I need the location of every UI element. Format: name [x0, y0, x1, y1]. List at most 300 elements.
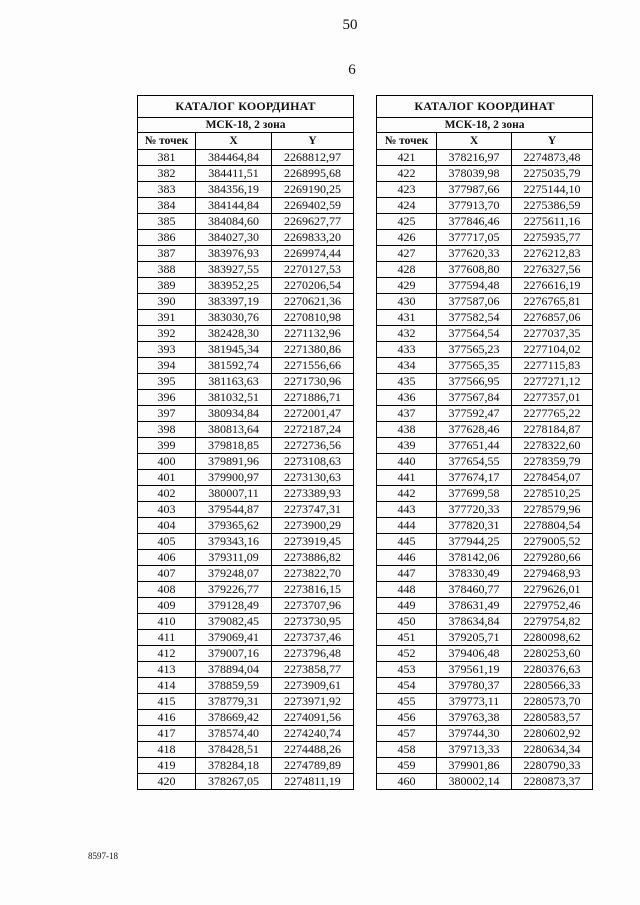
table-row — [138, 406, 354, 422]
point-number-cell: 434 — [377, 358, 437, 374]
table-row — [138, 710, 354, 726]
y-coordinate-cell: 2272736,56 — [272, 438, 354, 454]
table-row — [377, 758, 593, 774]
x-coordinate-cell: 377594,48 — [437, 278, 512, 294]
y-coordinate-cell: 2280583,57 — [512, 710, 593, 726]
x-coordinate-cell: 377987,66 — [437, 182, 512, 198]
point-number-cell: 387 — [138, 246, 196, 262]
table-row — [377, 598, 593, 614]
point-number-cell: 426 — [377, 230, 437, 246]
table-row — [377, 310, 593, 326]
point-number-cell: 410 — [138, 614, 196, 630]
y-coordinate-cell: 2273909,61 — [272, 678, 354, 694]
x-coordinate-cell: 378859,59 — [196, 678, 272, 694]
y-coordinate-cell: 2273389,93 — [272, 486, 354, 502]
section-number: 6 — [348, 62, 356, 78]
y-coordinate-cell: 2269833,20 — [272, 230, 354, 246]
y-coordinate-cell: 2278359,79 — [512, 454, 593, 470]
point-number-cell: 435 — [377, 374, 437, 390]
y-coordinate-cell: 2272001,47 — [272, 406, 354, 422]
point-number-cell: 411 — [138, 630, 196, 646]
x-coordinate-cell: 379713,33 — [437, 742, 512, 758]
x-coordinate-cell: 377582,54 — [437, 310, 512, 326]
x-coordinate-cell: 384084,60 — [196, 214, 272, 230]
table-row — [138, 342, 354, 358]
x-coordinate-cell: 378330,49 — [437, 566, 512, 582]
y-coordinate-cell: 2273822,70 — [272, 566, 354, 582]
y-coordinate-cell: 2271730,96 — [272, 374, 354, 390]
x-coordinate-cell: 378216,97 — [437, 150, 512, 166]
point-number-cell: 460 — [377, 774, 437, 790]
table-row — [377, 470, 593, 486]
x-coordinate-cell: 378631,49 — [437, 598, 512, 614]
y-coordinate-cell: 2273796,48 — [272, 646, 354, 662]
x-coordinate-cell: 379900,97 — [196, 470, 272, 486]
y-coordinate-cell: 2275144,10 — [512, 182, 593, 198]
y-coordinate-cell: 2280253,60 — [512, 646, 593, 662]
y-coordinate-cell: 2273707,96 — [272, 598, 354, 614]
y-coordinate-cell: 2273886,82 — [272, 550, 354, 566]
y-coordinate-cell: 2274873,48 — [512, 150, 593, 166]
x-coordinate-cell: 379561,19 — [437, 662, 512, 678]
point-number-cell: 388 — [138, 262, 196, 278]
point-number-cell: 446 — [377, 550, 437, 566]
x-coordinate-cell: 381032,51 — [196, 390, 272, 406]
table-row — [138, 374, 354, 390]
table-row — [377, 630, 593, 646]
table-row — [377, 262, 593, 278]
x-coordinate-cell: 377628,46 — [437, 422, 512, 438]
table-row — [377, 342, 593, 358]
x-coordinate-cell: 378039,98 — [437, 166, 512, 182]
point-number-cell: 396 — [138, 390, 196, 406]
y-coordinate-cell: 2280573,70 — [512, 694, 593, 710]
point-number-cell: 455 — [377, 694, 437, 710]
point-number-cell: 453 — [377, 662, 437, 678]
table-row — [138, 470, 354, 486]
x-coordinate-cell: 378460,77 — [437, 582, 512, 598]
x-coordinate-cell: 378574,40 — [196, 726, 272, 742]
y-coordinate-cell: 2273737,46 — [272, 630, 354, 646]
y-coordinate-cell: 2275035,79 — [512, 166, 593, 182]
point-number-cell: 394 — [138, 358, 196, 374]
point-number-cell: 407 — [138, 566, 196, 582]
point-number-cell: 415 — [138, 694, 196, 710]
x-coordinate-cell: 377820,31 — [437, 518, 512, 534]
column-header-point-number: № точек — [377, 133, 437, 150]
x-coordinate-cell: 379128,49 — [196, 598, 272, 614]
x-coordinate-cell: 381163,63 — [196, 374, 272, 390]
table-subtitle: МСК-18, 2 зона — [138, 118, 354, 133]
point-number-cell: 416 — [138, 710, 196, 726]
table-row — [377, 774, 593, 790]
table-row — [138, 550, 354, 566]
y-coordinate-cell: 2278454,07 — [512, 470, 593, 486]
y-coordinate-cell: 2279005,52 — [512, 534, 593, 550]
x-coordinate-cell: 377674,17 — [437, 470, 512, 486]
point-number-cell: 395 — [138, 374, 196, 390]
y-coordinate-cell: 2273747,31 — [272, 502, 354, 518]
point-number-cell: 383 — [138, 182, 196, 198]
table-row — [377, 294, 593, 310]
y-coordinate-cell: 2268995,68 — [272, 166, 354, 182]
point-number-cell: 400 — [138, 454, 196, 470]
point-number-cell: 408 — [138, 582, 196, 598]
y-coordinate-cell: 2270206,54 — [272, 278, 354, 294]
table-row — [138, 310, 354, 326]
table-row — [138, 630, 354, 646]
y-coordinate-cell: 2280790,33 — [512, 758, 593, 774]
table-row — [377, 166, 593, 182]
y-coordinate-cell: 2273108,63 — [272, 454, 354, 470]
column-header-y: Y — [272, 133, 354, 150]
table-row — [138, 358, 354, 374]
y-coordinate-cell: 2278322,60 — [512, 438, 593, 454]
x-coordinate-cell: 379365,62 — [196, 518, 272, 534]
x-coordinate-cell: 378428,51 — [196, 742, 272, 758]
table-row — [377, 566, 593, 582]
point-number-cell: 429 — [377, 278, 437, 294]
point-number-cell: 391 — [138, 310, 196, 326]
x-coordinate-cell: 379763,38 — [437, 710, 512, 726]
x-coordinate-cell: 378142,06 — [437, 550, 512, 566]
y-coordinate-cell: 2278804,54 — [512, 518, 593, 534]
document-code: 8597-18 — [88, 851, 118, 861]
y-coordinate-cell: 2273130,63 — [272, 470, 354, 486]
y-coordinate-cell: 2275386,59 — [512, 198, 593, 214]
point-number-cell: 420 — [138, 774, 196, 790]
table-row — [138, 774, 354, 790]
table-row — [138, 198, 354, 214]
table-row — [138, 582, 354, 598]
y-coordinate-cell: 2276616,19 — [512, 278, 593, 294]
point-number-cell: 419 — [138, 758, 196, 774]
point-number-cell: 445 — [377, 534, 437, 550]
table-row — [138, 150, 354, 166]
y-coordinate-cell: 2277115,83 — [512, 358, 593, 374]
table-row — [138, 518, 354, 534]
point-number-cell: 456 — [377, 710, 437, 726]
y-coordinate-cell: 2271886,71 — [272, 390, 354, 406]
column-header-x: X — [196, 133, 272, 150]
table-row — [377, 406, 593, 422]
table-row — [138, 726, 354, 742]
x-coordinate-cell: 377651,44 — [437, 438, 512, 454]
point-number-cell: 451 — [377, 630, 437, 646]
table-row — [138, 534, 354, 550]
point-number-cell: 450 — [377, 614, 437, 630]
table-row — [377, 374, 593, 390]
y-coordinate-cell: 2273730,95 — [272, 614, 354, 630]
point-number-cell: 412 — [138, 646, 196, 662]
point-number-cell: 409 — [138, 598, 196, 614]
table-row — [377, 422, 593, 438]
x-coordinate-cell: 379744,30 — [437, 726, 512, 742]
table-row — [377, 710, 593, 726]
y-coordinate-cell: 2280602,92 — [512, 726, 593, 742]
point-number-cell: 414 — [138, 678, 196, 694]
point-number-cell: 401 — [138, 470, 196, 486]
point-number-cell: 427 — [377, 246, 437, 262]
x-coordinate-cell: 379007,16 — [196, 646, 272, 662]
y-coordinate-cell: 2276857,06 — [512, 310, 593, 326]
point-number-cell: 459 — [377, 758, 437, 774]
y-coordinate-cell: 2276765,81 — [512, 294, 593, 310]
y-coordinate-cell: 2277357,01 — [512, 390, 593, 406]
y-coordinate-cell: 2280873,37 — [512, 774, 593, 790]
y-coordinate-cell: 2271556,66 — [272, 358, 354, 374]
point-number-cell: 436 — [377, 390, 437, 406]
y-coordinate-cell: 2277271,12 — [512, 374, 593, 390]
x-coordinate-cell: 378894,04 — [196, 662, 272, 678]
x-coordinate-cell: 379205,71 — [437, 630, 512, 646]
x-coordinate-cell: 384464,84 — [196, 150, 272, 166]
table-row — [377, 678, 593, 694]
x-coordinate-cell: 383397,19 — [196, 294, 272, 310]
table-row — [377, 534, 593, 550]
y-coordinate-cell: 2280376,63 — [512, 662, 593, 678]
x-coordinate-cell: 377846,46 — [437, 214, 512, 230]
y-coordinate-cell: 2274789,89 — [272, 758, 354, 774]
y-coordinate-cell: 2269974,44 — [272, 246, 354, 262]
table-row — [138, 246, 354, 262]
x-coordinate-cell: 378284,18 — [196, 758, 272, 774]
coordinate-catalog-table-right — [376, 95, 593, 790]
y-coordinate-cell: 2280098,62 — [512, 630, 593, 646]
y-coordinate-cell: 2269190,25 — [272, 182, 354, 198]
x-coordinate-cell: 379343,16 — [196, 534, 272, 550]
y-coordinate-cell: 2279626,01 — [512, 582, 593, 598]
point-number-cell: 448 — [377, 582, 437, 598]
x-coordinate-cell: 377592,47 — [437, 406, 512, 422]
table-row — [138, 646, 354, 662]
y-coordinate-cell: 2280634,34 — [512, 742, 593, 758]
table-row — [377, 278, 593, 294]
point-number-cell: 422 — [377, 166, 437, 182]
y-coordinate-cell: 2273900,29 — [272, 518, 354, 534]
y-coordinate-cell: 2270127,53 — [272, 262, 354, 278]
y-coordinate-cell: 2268812,97 — [272, 150, 354, 166]
point-number-cell: 404 — [138, 518, 196, 534]
x-coordinate-cell: 377566,95 — [437, 374, 512, 390]
y-coordinate-cell: 2279752,46 — [512, 598, 593, 614]
table-row — [138, 662, 354, 678]
point-number-cell: 428 — [377, 262, 437, 278]
x-coordinate-cell: 377567,84 — [437, 390, 512, 406]
table-row — [377, 518, 593, 534]
y-coordinate-cell: 2276327,56 — [512, 262, 593, 278]
point-number-cell: 431 — [377, 310, 437, 326]
y-coordinate-cell: 2278510,25 — [512, 486, 593, 502]
point-number-cell: 382 — [138, 166, 196, 182]
point-number-cell: 390 — [138, 294, 196, 310]
table-row — [138, 598, 354, 614]
x-coordinate-cell: 383976,93 — [196, 246, 272, 262]
x-coordinate-cell: 377944,25 — [437, 534, 512, 550]
point-number-cell: 438 — [377, 422, 437, 438]
x-coordinate-cell: 381945,34 — [196, 342, 272, 358]
x-coordinate-cell: 377717,05 — [437, 230, 512, 246]
x-coordinate-cell: 377564,54 — [437, 326, 512, 342]
point-number-cell: 403 — [138, 502, 196, 518]
x-coordinate-cell: 379773,11 — [437, 694, 512, 710]
table-row — [377, 726, 593, 742]
table-row — [138, 742, 354, 758]
x-coordinate-cell: 383030,76 — [196, 310, 272, 326]
table-row — [138, 278, 354, 294]
point-number-cell: 417 — [138, 726, 196, 742]
table-row — [377, 486, 593, 502]
table-row — [138, 454, 354, 470]
table-row — [377, 198, 593, 214]
point-number-cell: 437 — [377, 406, 437, 422]
point-number-cell: 441 — [377, 470, 437, 486]
table-row — [138, 262, 354, 278]
y-coordinate-cell: 2273816,15 — [272, 582, 354, 598]
table-row — [138, 486, 354, 502]
point-number-cell: 381 — [138, 150, 196, 166]
table-row — [138, 694, 354, 710]
x-coordinate-cell: 379311,09 — [196, 550, 272, 566]
table-row — [138, 182, 354, 198]
point-number-cell: 424 — [377, 198, 437, 214]
table-row — [377, 230, 593, 246]
y-coordinate-cell: 2269627,77 — [272, 214, 354, 230]
point-number-cell: 393 — [138, 342, 196, 358]
table-row — [377, 502, 593, 518]
y-coordinate-cell: 2279754,82 — [512, 614, 593, 630]
point-number-cell: 405 — [138, 534, 196, 550]
y-coordinate-cell: 2279468,93 — [512, 566, 593, 582]
point-number-cell: 418 — [138, 742, 196, 758]
x-coordinate-cell: 377608,80 — [437, 262, 512, 278]
point-number-cell: 389 — [138, 278, 196, 294]
table-row — [377, 326, 593, 342]
x-coordinate-cell: 377565,35 — [437, 358, 512, 374]
x-coordinate-cell: 379406,48 — [437, 646, 512, 662]
table-row — [377, 438, 593, 454]
y-coordinate-cell: 2276212,83 — [512, 246, 593, 262]
x-coordinate-cell: 377654,55 — [437, 454, 512, 470]
y-coordinate-cell: 2273919,45 — [272, 534, 354, 550]
table-row — [377, 582, 593, 598]
table-row — [138, 214, 354, 230]
x-coordinate-cell: 379818,85 — [196, 438, 272, 454]
y-coordinate-cell: 2277104,02 — [512, 342, 593, 358]
column-header-x: X — [437, 133, 512, 150]
x-coordinate-cell: 377720,33 — [437, 502, 512, 518]
y-coordinate-cell: 2272187,24 — [272, 422, 354, 438]
y-coordinate-cell: 2278184,87 — [512, 422, 593, 438]
x-coordinate-cell: 379544,87 — [196, 502, 272, 518]
page-number: 50 — [342, 17, 358, 33]
x-coordinate-cell: 379780,37 — [437, 678, 512, 694]
x-coordinate-cell: 380002,14 — [437, 774, 512, 790]
point-number-cell: 399 — [138, 438, 196, 454]
point-number-cell: 449 — [377, 598, 437, 614]
x-coordinate-cell: 380813,64 — [196, 422, 272, 438]
table-row — [138, 422, 354, 438]
table-title: КАТАЛОГ КООРДИНАТ — [377, 96, 593, 118]
point-number-cell: 454 — [377, 678, 437, 694]
table-row — [138, 294, 354, 310]
x-coordinate-cell: 378779,31 — [196, 694, 272, 710]
table-row — [377, 390, 593, 406]
table-row — [377, 358, 593, 374]
table-subtitle: МСК-18, 2 зона — [377, 118, 593, 133]
y-coordinate-cell: 2275611,16 — [512, 214, 593, 230]
point-number-cell: 406 — [138, 550, 196, 566]
y-coordinate-cell: 2274488,26 — [272, 742, 354, 758]
table-row — [138, 166, 354, 182]
table-row — [377, 246, 593, 262]
x-coordinate-cell: 377565,23 — [437, 342, 512, 358]
x-coordinate-cell: 377620,33 — [437, 246, 512, 262]
point-number-cell: 384 — [138, 198, 196, 214]
x-coordinate-cell: 377587,06 — [437, 294, 512, 310]
x-coordinate-cell: 378267,05 — [196, 774, 272, 790]
table-body — [377, 150, 593, 790]
table-row — [138, 438, 354, 454]
y-coordinate-cell: 2270621,36 — [272, 294, 354, 310]
point-number-cell: 443 — [377, 502, 437, 518]
point-number-cell: 432 — [377, 326, 437, 342]
point-number-cell: 444 — [377, 518, 437, 534]
table-row — [377, 550, 593, 566]
x-coordinate-cell: 377699,58 — [437, 486, 512, 502]
point-number-cell: 439 — [377, 438, 437, 454]
x-coordinate-cell: 377913,70 — [437, 198, 512, 214]
x-coordinate-cell: 379069,41 — [196, 630, 272, 646]
y-coordinate-cell: 2270810,98 — [272, 310, 354, 326]
y-coordinate-cell: 2275935,77 — [512, 230, 593, 246]
x-coordinate-cell: 381592,74 — [196, 358, 272, 374]
table-row — [138, 502, 354, 518]
point-number-cell: 392 — [138, 326, 196, 342]
table-row — [138, 566, 354, 582]
y-coordinate-cell: 2274811,19 — [272, 774, 354, 790]
y-coordinate-cell: 2273971,92 — [272, 694, 354, 710]
x-coordinate-cell: 378669,42 — [196, 710, 272, 726]
point-number-cell: 440 — [377, 454, 437, 470]
point-number-cell: 413 — [138, 662, 196, 678]
y-coordinate-cell: 2274091,56 — [272, 710, 354, 726]
x-coordinate-cell: 379082,45 — [196, 614, 272, 630]
point-number-cell: 457 — [377, 726, 437, 742]
x-coordinate-cell: 379248,07 — [196, 566, 272, 582]
point-number-cell: 398 — [138, 422, 196, 438]
x-coordinate-cell: 379891,96 — [196, 454, 272, 470]
x-coordinate-cell: 384027,30 — [196, 230, 272, 246]
y-coordinate-cell: 2279280,66 — [512, 550, 593, 566]
table-row — [138, 678, 354, 694]
x-coordinate-cell: 379226,77 — [196, 582, 272, 598]
point-number-cell: 421 — [377, 150, 437, 166]
point-number-cell: 386 — [138, 230, 196, 246]
y-coordinate-cell: 2271380,86 — [272, 342, 354, 358]
x-coordinate-cell: 384411,51 — [196, 166, 272, 182]
table-row — [138, 390, 354, 406]
point-number-cell: 402 — [138, 486, 196, 502]
table-row — [377, 646, 593, 662]
point-number-cell: 458 — [377, 742, 437, 758]
column-header-y: Y — [512, 133, 593, 150]
table-row — [138, 326, 354, 342]
x-coordinate-cell: 380007,11 — [196, 486, 272, 502]
x-coordinate-cell: 382428,30 — [196, 326, 272, 342]
x-coordinate-cell: 380934,84 — [196, 406, 272, 422]
x-coordinate-cell: 384356,19 — [196, 182, 272, 198]
